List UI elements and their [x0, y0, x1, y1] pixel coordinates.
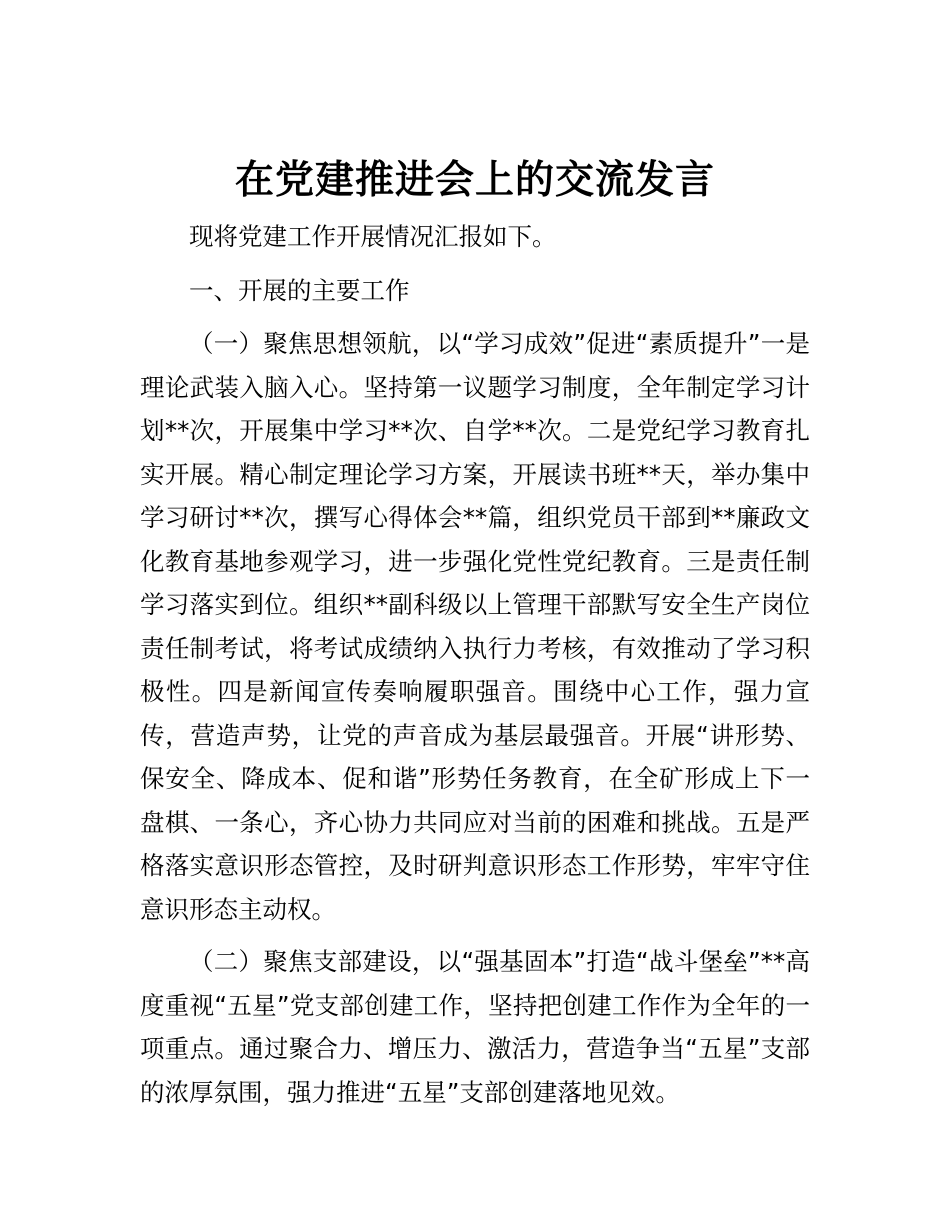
- paragraph-intro: 现将党建工作开展情况汇报如下。: [189, 222, 557, 251]
- section-heading-1: 一、开展的主要工作: [189, 275, 410, 305]
- paragraph-item-1: （一）聚焦思想领航，以“学习成效”促进“素质提升”一是理论武装入脑入心。坚持第一议题学习制度，全年制定学习计划**次，开展集中学习**次、自学**次。二是党纪学习教育扎实开展。精心制定理论学习方案，开展读书班**天，举办集中学习研讨**次，撰写心得体会**篇，组织党员干部到**廉政文化教育基地参观学习，进一步强化党性党纪教育。三是责任制学习落实到位。组织**副科级以上管理干部默写安全生产岗位责任制考试，将考试成绩纳入执行力考核，有效推动了学习积极性。四是新闻宣传奏响履职强音。围绕中心工作，强力宣传，营造声势，让党的声音成为基层最强音。开展“讲形势、保安全、降成本、促和谐”形势任务教育，在全矿形成上下一盘棋、一条心，齐心协力共同应对当前的困难和挑战。五是严格落实意识形态管控，及时研判意识形态工作形势，牢牢守住意识形态主动权。: [140, 329, 810, 924]
- paragraph-item-2: （二）聚焦支部建设，以“强基固本”打造“战斗堡垒”**高度重视“五星”党支部创建工作，坚持把创建工作作为全年的一项重点。通过聚合力、增压力、激活力，营造争当“五星”支部的浓厚氛围，强力推进“五星”支部创建落地见效。: [140, 947, 810, 1107]
- document-title: 在党建推进会上的交流发言: [234, 158, 715, 203]
